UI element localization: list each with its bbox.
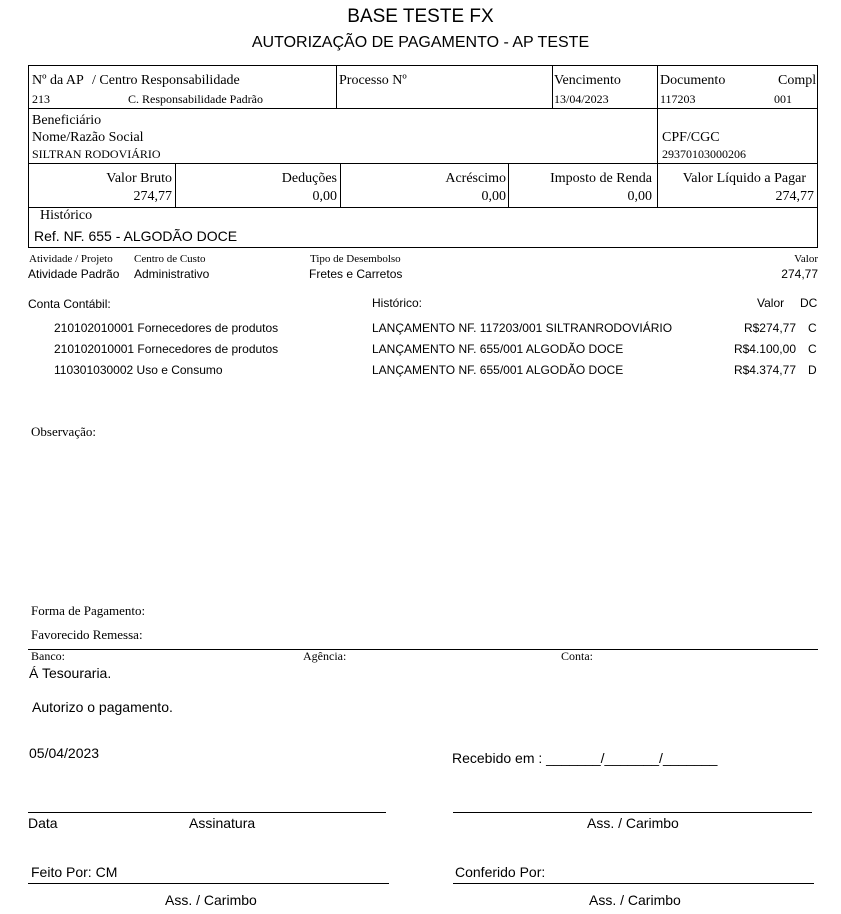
autorizo-text: Autorizo o pagamento.	[32, 699, 173, 715]
documento-value: 117203	[660, 92, 696, 106]
table-row-valor: R$274,77	[743, 321, 796, 335]
acrescimo-value: 0,00	[481, 189, 506, 204]
table-row-valor: R$4.374,77	[733, 363, 796, 377]
data-label: Data	[28, 815, 58, 831]
tipo-desembolso-label: Tipo de Desembolso	[310, 253, 401, 265]
feito-por: Feito Por: CM	[31, 864, 118, 880]
centro-responsabilidade-label: / Centro Responsabilidade	[92, 73, 240, 88]
atividade-valor-value: 274,77	[781, 267, 818, 281]
observacao-label: Observação:	[31, 424, 96, 439]
document-title: AUTORIZAÇÃO DE PAGAMENTO - AP TESTE	[251, 34, 590, 51]
atividade-valor-label: Valor	[794, 253, 818, 265]
centro-custo-label: Centro de Custo	[134, 253, 206, 265]
deducoes-value: 0,00	[312, 189, 337, 204]
data-value: 05/04/2023	[29, 745, 100, 761]
dc-header: DC	[800, 296, 818, 310]
tesouraria-text: Á Tesouraria.	[29, 665, 112, 681]
agencia-label: Agência:	[303, 649, 347, 663]
valor-bruto-label: Valor Bruto	[106, 171, 172, 186]
compl-label: Compl	[778, 73, 816, 88]
table-row-historico: LANÇAMENTO NF. 117203/001 SILTRANRODOVIÁRIO	[372, 321, 673, 335]
vencimento-label: Vencimento	[554, 73, 621, 88]
signature-line	[453, 812, 812, 813]
conferido-por: Conferido Por:	[455, 864, 546, 880]
row-divider	[28, 108, 818, 109]
processo-label: Processo Nº	[339, 73, 407, 88]
col-divider	[552, 65, 553, 108]
table-row-conta: 210102010001 Fornecedores de produtos	[54, 321, 279, 335]
signature-line	[28, 883, 389, 884]
valor-liquido-label: Valor Líquido a Pagar	[682, 171, 806, 186]
col-divider	[336, 65, 337, 108]
forma-pagamento-label: Forma de Pagamento:	[31, 603, 146, 618]
ass-carimbo-label: Ass. / Carimbo	[589, 892, 681, 908]
ap-number-label: Nº da AP	[32, 73, 84, 88]
atividade-label: Atividade / Projeto	[29, 253, 113, 265]
recebido-em: Recebido em : _______/_______/_______	[452, 750, 718, 766]
table-row-conta: 110301030002 Uso e Consumo	[54, 363, 223, 377]
ass-carimbo-label: Ass. / Carimbo	[587, 815, 679, 831]
vencimento-value: 13/04/2023	[554, 92, 609, 106]
valor-liquido-value: 274,77	[775, 189, 814, 204]
valor-header: Valor	[757, 296, 785, 310]
centro-responsabilidade-value: C. Responsabilidade Padrão	[128, 92, 263, 106]
col-divider	[508, 163, 509, 207]
conta-contabil-header: Conta Contábil:	[28, 297, 111, 311]
acrescimo-label: Acréscimo	[445, 171, 506, 186]
table-row-dc: C	[808, 342, 817, 356]
col-divider	[657, 163, 658, 207]
deducoes-label: Deduções	[281, 171, 337, 186]
col-divider	[340, 163, 341, 207]
atividade-value: Atividade Padrão	[28, 267, 120, 281]
table-row-conta: 210102010001 Fornecedores de produtos	[54, 342, 279, 356]
row-divider	[28, 207, 818, 208]
table-row-historico: LANÇAMENTO NF. 655/001 ALGODÃO DOCE	[372, 363, 624, 377]
table-row-historico: LANÇAMENTO NF. 655/001 ALGODÃO DOCE	[372, 342, 624, 356]
nome-razao-value: SILTRAN RODOVIÁRIO	[32, 147, 161, 161]
row-divider	[28, 163, 818, 164]
conta-label: Conta:	[561, 649, 593, 663]
table-row-dc: C	[808, 321, 817, 335]
imposto-renda-value: 0,00	[627, 189, 652, 204]
historico-label: Histórico	[40, 208, 93, 223]
assinatura-label: Assinatura	[189, 815, 256, 831]
centro-custo-value: Administrativo	[134, 267, 210, 281]
imposto-renda-label: Imposto de Renda	[550, 171, 652, 186]
favorecido-remessa-label: Favorecido Remessa:	[31, 627, 143, 642]
beneficiario-label: Beneficiário	[32, 113, 102, 128]
ap-number-value: 213	[32, 92, 50, 106]
pagamento-divider	[28, 649, 818, 650]
cpf-cgc-label: CPF/CGC	[662, 130, 720, 145]
col-divider	[657, 108, 658, 163]
tipo-desembolso-value: Fretes e Carretos	[309, 267, 403, 281]
nome-razao-label: Nome/Razão Social	[32, 130, 144, 145]
col-divider	[175, 163, 176, 207]
ass-carimbo-label: Ass. / Carimbo	[165, 892, 257, 908]
table-row-valor: R$4.100,00	[733, 342, 796, 356]
historico-value: Ref. NF. 655 - ALGODÃO DOCE	[34, 228, 238, 244]
compl-value: 001	[774, 92, 792, 106]
company-name: BASE TESTE FX	[347, 6, 494, 27]
cpf-cgc-value: 29370103000206	[662, 147, 746, 161]
valor-bruto-value: 274,77	[133, 189, 172, 204]
signature-line	[453, 883, 814, 884]
signature-line	[28, 812, 386, 813]
col-divider	[657, 65, 658, 108]
banco-label: Banco:	[31, 649, 65, 663]
historico-header: Histórico:	[372, 296, 423, 310]
documento-label: Documento	[660, 73, 726, 88]
table-row-dc: D	[808, 363, 817, 377]
